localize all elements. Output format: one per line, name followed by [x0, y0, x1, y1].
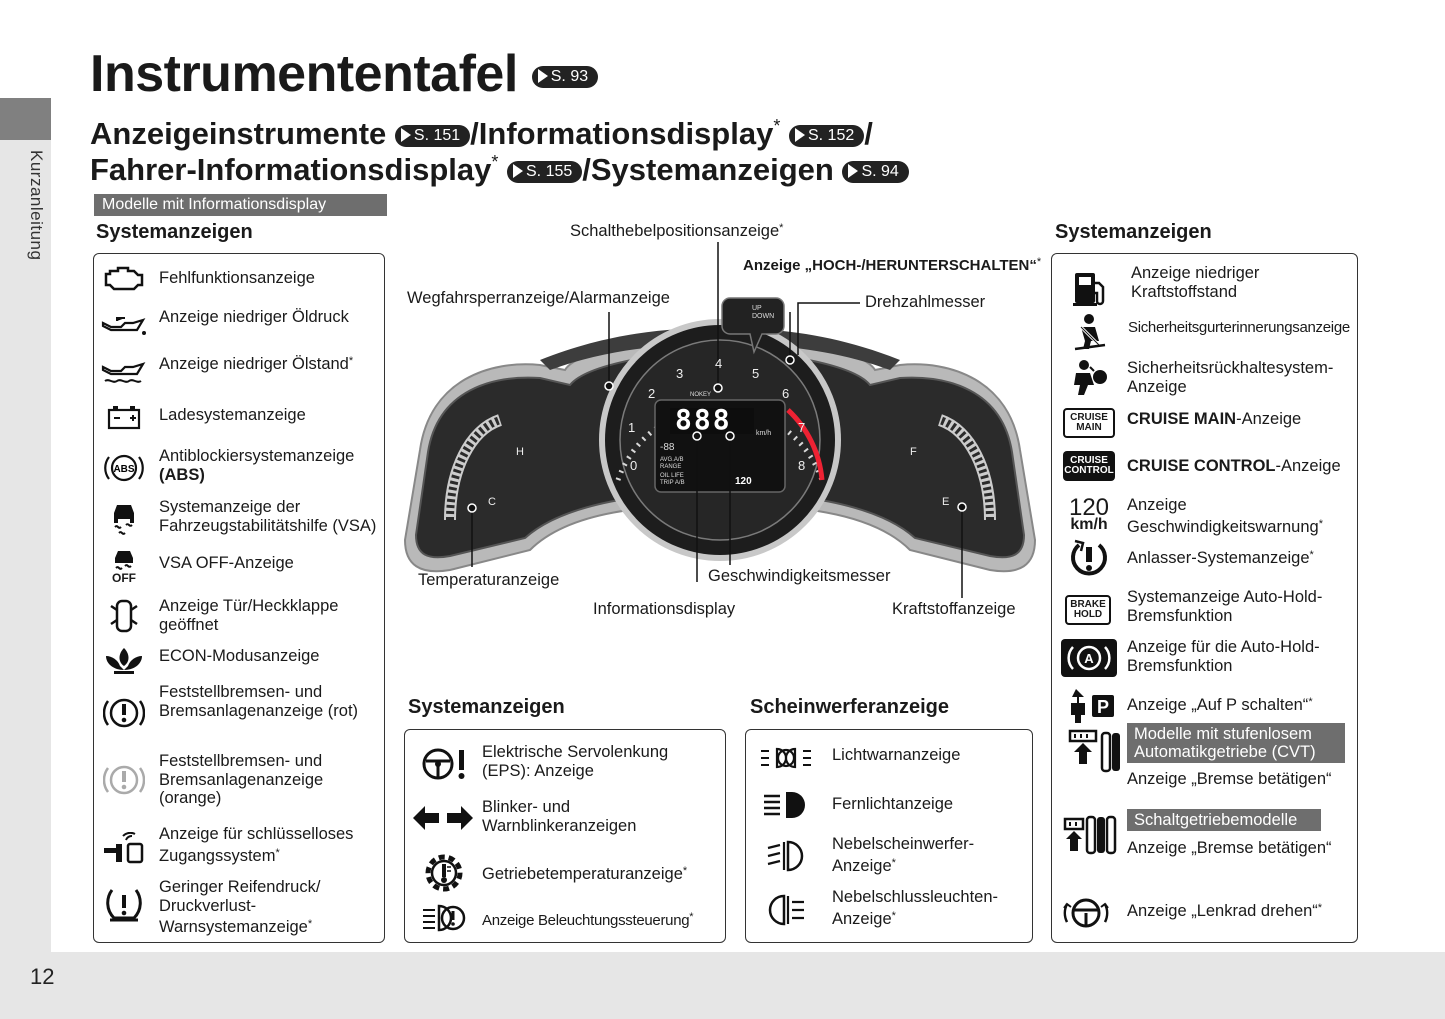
dial-number-1: 1	[628, 420, 636, 435]
speed-warning-icon: 120 km/h	[1068, 494, 1110, 533]
label-high-beam: Fernlichtanzeige	[832, 795, 954, 813]
page-title	[90, 44, 598, 104]
page-ref-link[interactable]: S. 93	[532, 66, 598, 88]
callout-updown: Anzeige „HOCH-/HERUNTERSCHALTEN“*	[743, 256, 1042, 274]
display-digits: 888	[675, 403, 732, 436]
label-vsa: Systemanzeige der Fahrzeugstabilitätshilfe (VSA)	[159, 498, 377, 535]
eps-icon	[419, 744, 469, 784]
display-temp: -88	[660, 442, 675, 453]
label-cruise-main: CRUISE MAIN-Anzeige	[1127, 410, 1302, 428]
label-eps: Elektrische Servolenkung (EPS): Anzeige	[482, 743, 669, 780]
press-brake-cvt-icon	[1066, 728, 1122, 776]
manual-model-tag: Schaltgetriebemodelle	[1127, 809, 1321, 831]
turn-signal-icon	[411, 800, 475, 836]
airbag-icon	[1066, 358, 1114, 398]
keyless-icon	[100, 830, 148, 866]
starter-system-icon	[1066, 538, 1112, 578]
label-econ: ECON-Modusanzeige	[159, 647, 320, 665]
footer-bar	[0, 952, 1445, 1019]
right-indicator-panel	[1051, 253, 1358, 943]
auto-hold-icon	[1061, 639, 1117, 677]
label-speed-warning: Anzeige Geschwindigkeitswarnung*	[1127, 496, 1323, 536]
label-brake-orange: Feststellbremsen- und Bremsanlagenanzeige (orange)	[159, 752, 324, 807]
arrow-right-icon	[401, 128, 411, 142]
callout-fuel: Kraftstoffanzeige	[892, 600, 1016, 618]
gauge-label-c: C	[488, 496, 496, 508]
high-beam-icon	[760, 788, 812, 822]
label-brake-red: Feststellbremsen- und Bremsanlagenanzeige (rot)	[159, 683, 359, 720]
side-label: Kurzanleitung	[27, 150, 46, 261]
display-row-range: RANGE	[660, 464, 682, 470]
display-row-oil: OIL LIFE	[660, 473, 684, 479]
label-turn-signal: Blinker- und Warnblinkeranzeigen	[482, 798, 637, 835]
brake-red-icon	[100, 692, 148, 734]
mid-indicator-panel	[404, 729, 726, 943]
gauge-label-e: E	[942, 496, 950, 508]
ref-link-151[interactable]: S. 151	[395, 125, 470, 147]
dial-number-2: 2	[648, 386, 656, 401]
label-oil-pressure: Anzeige niedriger Öldruck	[159, 308, 349, 326]
dial-number-7: 7	[798, 420, 806, 435]
subtitle-line-1: Anzeigeinstrumente S. 151 /Informationsdisplay* S. 152 /	[90, 116, 873, 151]
label-auto-hold: Anzeige für die Auto-Hold- Bremsfunktion	[1127, 638, 1320, 675]
door-open-icon	[104, 597, 144, 635]
dial-number-3: 3	[676, 366, 684, 381]
cruise-control-icon: CRUISE CONTROL	[1063, 451, 1115, 481]
callout-immobilizer: Wegfahrsperranzeige/Alarmanzeige	[407, 289, 670, 307]
label-door-open: Anzeige Tür/Heckklappe geöffnet	[159, 597, 339, 634]
right-panel-heading: Systemanzeigen	[1055, 221, 1212, 243]
left-panel-heading: Systemanzeigen	[96, 221, 253, 243]
display-speed: 120	[735, 476, 752, 487]
tire-pressure-icon	[102, 882, 146, 926]
gauge-label-h: H	[516, 446, 524, 458]
cruise-main-icon: CRUISE MAIN	[1063, 408, 1115, 438]
callout-temperature: Temperaturanzeige	[418, 571, 560, 589]
press-brake-mt-icon	[1062, 812, 1118, 858]
side-tab-marker	[0, 98, 51, 140]
ref-link-155[interactable]: S. 155	[507, 161, 582, 183]
brake-orange-icon	[100, 759, 148, 801]
vsa-off-icon: OFF	[104, 546, 144, 586]
label-tire-pressure: Geringer Reifendruck/ Druckverlust- Warnsystemanzeige*	[159, 878, 321, 936]
ref-link-152[interactable]: S. 152	[789, 125, 864, 147]
page-title-text: Instrumententafel	[90, 45, 518, 103]
arrow-right-icon	[513, 164, 523, 178]
arrow-right-icon	[795, 128, 805, 142]
mid-panel-heading: Systemanzeigen	[408, 696, 565, 718]
svg-text:ABS: ABS	[113, 464, 135, 475]
updown-down-text: DOWN	[752, 313, 775, 320]
front-fog-icon	[760, 836, 812, 876]
light-control-icon	[419, 900, 469, 936]
econ-icon	[102, 640, 146, 678]
ref-link-94[interactable]: S. 94	[842, 161, 908, 183]
label-light-on: Lichtwarnanzeige	[832, 746, 961, 764]
svg-text:A: A	[1084, 651, 1094, 666]
page-number: 12	[30, 964, 55, 989]
dial-number-8: 8	[798, 458, 806, 473]
shift-to-park-icon	[1066, 686, 1116, 726]
battery-icon	[102, 402, 146, 432]
rear-fog-icon	[760, 890, 812, 930]
vsa-icon	[104, 497, 144, 537]
label-abs: Antiblockiersystemanzeige (ABS)	[159, 447, 355, 484]
label-oil-level: Anzeige niedriger Ölstand*	[159, 355, 354, 373]
label-starter-system: Anlasser-Systemanzeige*	[1127, 549, 1314, 567]
fuel-icon	[1066, 268, 1114, 308]
label-seatbelt: Sicherheitsgurterinnerungsanzeige	[1128, 319, 1350, 336]
callout-info-display: Informationsdisplay	[593, 600, 736, 618]
label-light-control: Anzeige Beleuchtungssteuerung*	[482, 911, 694, 929]
seatbelt-icon	[1066, 312, 1114, 352]
display-row-avg: AVG.A/B	[660, 457, 684, 463]
turn-steering-icon	[1062, 894, 1110, 932]
label-rear-fog: Nebelschlussleuchten- Anzeige*	[832, 888, 999, 928]
svg-text:P: P	[1096, 697, 1110, 717]
transmission-temp-icon	[419, 848, 469, 898]
callout-tachometer: Drehzahlmesser	[865, 293, 986, 311]
headlight-indicator-panel	[745, 729, 1033, 943]
label-keyless: Anzeige für schlüsselloses Zugangssystem*	[159, 825, 354, 865]
gauge-label-f: F	[910, 446, 917, 458]
label-turn-steering: Anzeige „Lenkrad drehen“*	[1127, 902, 1323, 920]
label-vsa-off: VSA OFF-Anzeige	[159, 554, 294, 572]
label-transmission-temp: Getriebetemperaturanzeige*	[482, 865, 688, 883]
label-airbag: Sicherheitsrückhaltesystem- Anzeige	[1127, 359, 1334, 396]
brake-hold-icon: BRAKE HOLD	[1065, 595, 1111, 625]
callout-shift-position: Schalthebelpositionsanzeige*	[570, 222, 784, 240]
subtitle-line-2: Fahrer-Informationsdisplay* S. 155 /Systemanzeigen S. 94	[90, 152, 909, 188]
label-shift-to-park: Anzeige „Auf P schalten“*	[1127, 696, 1313, 714]
dial-number-4: 4	[715, 356, 723, 371]
model-tag: Modelle mit Informationsdisplay	[94, 194, 387, 216]
display-row-trip: TRIP A/B	[660, 480, 685, 486]
callout-speedometer: Geschwindigkeitsmesser	[708, 567, 891, 585]
side-strip	[0, 140, 51, 952]
headlight-panel-heading: Scheinwerferanzeige	[750, 696, 949, 718]
label-check-engine: Fehlfunktionsanzeige	[159, 269, 315, 287]
label-brake-hold: Systemanzeige Auto-Hold- Bremsfunktion	[1127, 588, 1323, 625]
dial-number-0: 0	[630, 458, 638, 473]
label-battery: Ladesystemanzeige	[159, 406, 306, 424]
label-cruise-control: CRUISE CONTROL-Anzeige	[1127, 457, 1341, 475]
arrow-right-icon	[848, 164, 858, 178]
dial-number-6: 6	[782, 386, 790, 401]
label-press-brake-mt: Anzeige „Bremse betätigen“	[1127, 839, 1332, 857]
oil-pressure-icon	[100, 312, 148, 342]
label-front-fog: Nebelscheinwerfer- Anzeige*	[832, 835, 975, 875]
updown-up-text: UP	[752, 305, 762, 312]
label-press-brake-cvt: Anzeige „Bremse betätigen“	[1127, 770, 1332, 788]
display-nokey: NOKEY	[690, 392, 712, 398]
cvt-model-tag: Modelle mit stufenlosem Automatikgetriebe (CVT)	[1127, 723, 1345, 763]
label-fuel: Anzeige niedriger Kraftstoffstand	[1131, 264, 1260, 301]
dial-number-5: 5	[752, 366, 760, 381]
display-unit: km/h	[756, 430, 772, 437]
left-indicator-panel	[93, 253, 385, 943]
arrow-right-icon	[538, 69, 548, 83]
abs-icon	[100, 450, 148, 486]
light-on-icon	[758, 742, 814, 774]
oil-level-icon	[100, 357, 148, 387]
check-engine-icon	[100, 262, 148, 294]
